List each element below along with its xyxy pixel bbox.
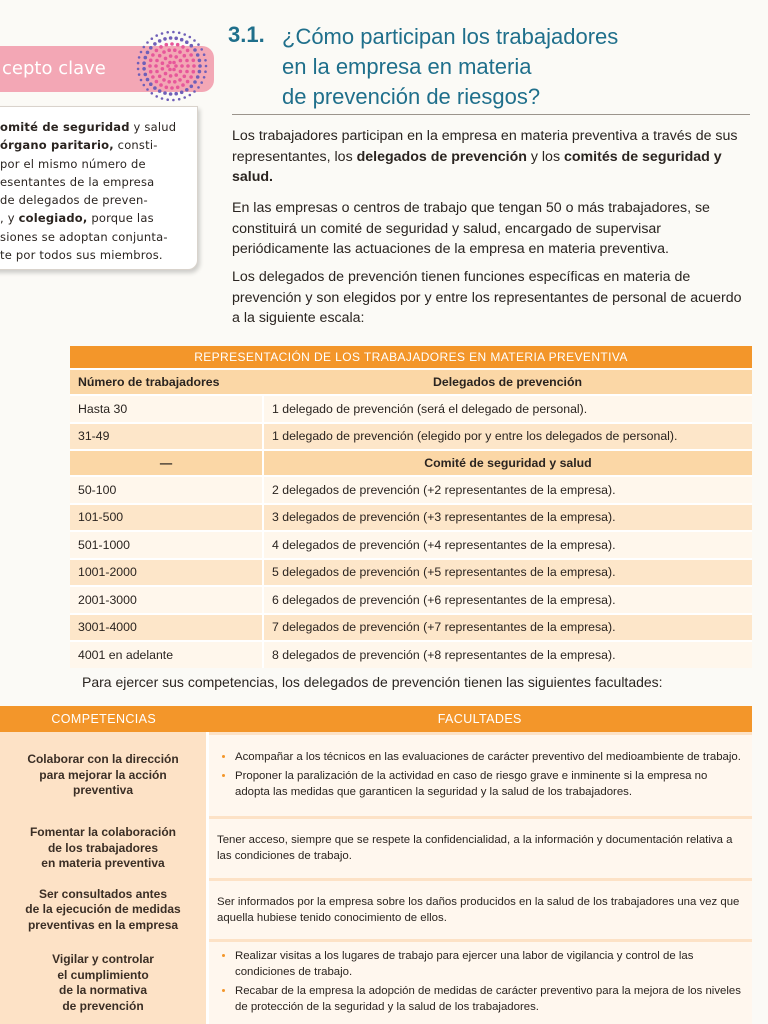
dot	[180, 91, 184, 95]
dot	[161, 61, 165, 65]
dot	[169, 36, 173, 40]
table-row: 31-49 1 delegado de prevención (elegido por y entre los delegados de personal).	[70, 423, 752, 451]
table-divider: — Comité de seguridad y salud	[70, 450, 752, 476]
concept-line: , y colegiado, porque las	[0, 211, 154, 226]
paragraph-2: En las empresas o centros de trabajo que tengan 50 o más trabajadores, se constituirá un comité de seguridad y salud, encargado de supervisar periódicamente las actuaciones de la empresa en materia preventiva.	[232, 200, 710, 257]
dot	[148, 64, 152, 68]
dot	[189, 36, 192, 39]
dot	[161, 32, 164, 35]
dot	[197, 86, 200, 89]
dot	[178, 32, 181, 35]
dot	[183, 33, 186, 36]
dot	[172, 68, 176, 72]
dot	[140, 79, 143, 82]
dot	[144, 56, 148, 60]
faculty-item: • Realizar visitas a los lugares de trabajo para ejercer una labor de vigilancia y control de las condiciones de trabajo.	[235, 948, 742, 980]
dot	[198, 59, 202, 63]
table-row: Hasta 30 1 delegado de prevención (será el delegado de personal).	[70, 395, 752, 423]
dot	[178, 78, 182, 82]
dot	[151, 75, 155, 79]
dot	[170, 42, 174, 46]
dot	[159, 45, 163, 49]
dot	[155, 70, 159, 74]
dot	[205, 65, 208, 68]
dot	[190, 85, 194, 89]
dot	[169, 92, 173, 96]
concept-definition	[0, 118, 190, 264]
dot	[174, 92, 178, 96]
dot	[172, 99, 175, 102]
faculty-cell: Ser informados por la empresa sobre los daños producidos en la salud de los trabajadores una vez que aquella hubiese tenido conocimiento de ellos.	[208, 879, 753, 941]
representation-table	[70, 346, 752, 668]
dot	[142, 61, 146, 65]
dot	[204, 70, 207, 73]
dot	[185, 40, 189, 44]
dot	[179, 59, 183, 63]
dot	[176, 43, 180, 47]
title-rule	[232, 114, 750, 115]
dot	[180, 64, 184, 68]
dot	[146, 51, 150, 55]
dot	[174, 37, 178, 41]
dot	[146, 41, 149, 44]
dot	[200, 48, 203, 51]
dot	[168, 61, 172, 65]
concept-line: órgano paritario, consti-	[0, 138, 158, 153]
dot	[185, 70, 189, 74]
faculty-cell	[208, 734, 753, 818]
dot	[154, 64, 158, 68]
dot	[193, 39, 196, 42]
faculties-table	[0, 706, 752, 1024]
concept-line: por el mismo número de	[0, 156, 146, 171]
dot	[151, 53, 155, 57]
dot	[190, 44, 194, 48]
dot	[198, 64, 202, 68]
dot	[172, 61, 176, 65]
dot	[153, 42, 157, 46]
dot	[193, 80, 197, 84]
dot	[197, 43, 200, 46]
dot	[176, 86, 180, 90]
dot	[151, 37, 154, 40]
faculty-cell: Tener acceso, siempre que se respete la confidencialidad, a la información y documentación relativa a las condiciones de trabajo.	[208, 818, 753, 880]
dot	[203, 76, 206, 79]
table-row	[0, 941, 752, 1024]
dot	[168, 68, 172, 72]
dot	[149, 82, 153, 86]
concept-tab-label: cepto clave	[2, 58, 106, 79]
dot	[140, 51, 143, 54]
dot	[161, 97, 164, 100]
dot	[165, 86, 169, 90]
dot	[166, 64, 170, 68]
dot	[200, 81, 203, 84]
faculty-cell	[208, 941, 753, 1024]
dot	[166, 98, 169, 101]
dot	[137, 62, 140, 65]
dot	[173, 80, 177, 84]
dot	[163, 37, 167, 41]
dot	[186, 64, 190, 68]
dot	[198, 70, 202, 74]
dot	[158, 39, 162, 43]
dot	[137, 68, 140, 71]
table-title: REPRESENTACIÓN DE LOS TRABAJADORES EN MATERIA PREVENTIVA	[70, 346, 752, 369]
dot	[146, 88, 149, 91]
dots-icon	[130, 24, 214, 108]
dot	[185, 88, 189, 92]
dot	[158, 75, 162, 79]
column-header: Delegados de prevención	[263, 369, 752, 395]
dot	[192, 70, 196, 74]
dot	[183, 54, 187, 58]
dot	[174, 73, 178, 77]
competence-cell: Fomentar la colaboración de los trabajadores en materia preventiva	[0, 818, 208, 880]
dot	[149, 46, 153, 50]
column-header: COMPETENCIAS	[0, 706, 208, 734]
dot	[162, 78, 166, 82]
dot	[186, 49, 190, 53]
concept-line: esentantes de la empresa	[0, 174, 155, 189]
dot	[178, 50, 182, 54]
dot	[163, 91, 167, 95]
concept-line: te por todos sus miembros.	[0, 248, 163, 263]
section-number: 3.1.	[228, 22, 265, 47]
dot	[189, 75, 193, 79]
dot	[180, 38, 184, 42]
dot	[196, 53, 200, 57]
dot	[158, 54, 162, 58]
concept-line: de delegados de preven-	[0, 193, 148, 208]
dot	[166, 31, 169, 34]
dot	[165, 43, 169, 47]
table-row: 101-500 3 delegados de prevención (+3 representantes de la empresa).	[70, 504, 752, 532]
dot	[193, 48, 197, 52]
competence-cell: Colaborar con la dirección para mejorar la acción preventiva	[0, 734, 208, 818]
dot	[167, 48, 171, 52]
table-row	[0, 879, 752, 941]
table-row: 50-100 2 delegados de prevención (+2 representantes de la empresa).	[70, 476, 752, 504]
dot	[142, 67, 146, 71]
competence-cell: Ser consultados antes de la ejecución de medidas preventivas en la empresa	[0, 879, 208, 941]
faculty-item: • Recabar de la empresa la adopción de medidas de carácter preventivo para la mejora de los niveles de protección de la seguridad y la salud de los trabajadores.	[235, 983, 742, 1015]
dot	[174, 64, 178, 68]
dot	[155, 80, 159, 84]
dot	[143, 84, 146, 87]
concept-line: omité de seguridad y salud	[0, 120, 177, 134]
dot	[167, 80, 171, 84]
dot	[196, 75, 200, 79]
section-title	[282, 22, 742, 112]
dot	[151, 92, 154, 95]
title-line: en la empresa en materia	[282, 54, 532, 79]
table-row	[0, 818, 752, 880]
competence-cell: Vigilar y controlar el cumplimiento de la normativa de prevención	[0, 941, 208, 1024]
dot	[143, 46, 146, 49]
dot	[153, 86, 157, 90]
dot	[158, 89, 162, 93]
dot	[164, 57, 168, 61]
table-row: 501-1000 4 delegados de prevención (+4 representantes de la empresa).	[70, 531, 752, 559]
dot	[169, 74, 173, 78]
dot	[174, 55, 178, 59]
dot	[203, 53, 206, 56]
title-line: ¿Cómo participan los trabajadores	[282, 24, 619, 49]
dot	[172, 31, 175, 34]
dot	[138, 73, 141, 76]
dot	[189, 53, 193, 57]
dot	[149, 70, 153, 74]
dot	[144, 73, 148, 77]
column-header: Número de trabajadores	[70, 369, 263, 395]
dot	[138, 56, 141, 59]
table-row	[0, 734, 752, 818]
dot	[178, 98, 181, 101]
table-row: 3001-4000 7 delegados de prevención (+7 representantes de la empresa).	[70, 614, 752, 642]
dot	[181, 45, 185, 49]
dot	[192, 64, 196, 68]
concept-line: siones se adoptan conjunta-	[0, 229, 168, 244]
paragraph-3: Los delegados de prevención tienen funciones específicas en materia de prevención y son elegidos por y entre los representantes de personal de acuerdo a la siguiente escala:	[232, 269, 742, 326]
table2-caption: Para ejercer sus competencias, los delegados de prevención tienen las siguientes facultades:	[82, 674, 663, 690]
dot	[193, 90, 196, 93]
dot	[155, 95, 158, 98]
dot	[162, 50, 166, 54]
dot	[149, 59, 153, 63]
dot	[164, 72, 168, 76]
dot	[179, 70, 183, 74]
dot	[186, 80, 190, 84]
dot	[161, 67, 165, 71]
dot	[173, 48, 177, 52]
dot	[159, 83, 163, 87]
dot	[169, 54, 173, 58]
dot	[155, 34, 158, 37]
dot	[204, 59, 207, 62]
dot	[170, 86, 174, 90]
faculty-item: • Acompañar a los técnicos en las evaluaciones de carácter preventivo del medioambiente de trabajo.	[235, 749, 742, 765]
dot	[155, 59, 159, 63]
dot	[155, 49, 159, 53]
dot	[185, 59, 189, 63]
faculty-item: • Proponer la paralización de la actividad en caso de riesgo grave e inminente si la empresa no adopta las medidas que garanticen la seguridad y la salud de los trabajadores.	[235, 768, 742, 800]
dot	[189, 94, 192, 97]
dot	[146, 78, 150, 82]
table-row: 2001-3000 6 delegados de prevención (+6 representantes de la empresa).	[70, 586, 752, 614]
column-header: FACULTADES	[208, 706, 753, 734]
paragraph-1: Los trabajadores participan en la empresa en materia preventiva a través de sus representantes, los delegados de prevención y los comités de seguridad y salud.	[232, 128, 738, 185]
dot	[192, 59, 196, 63]
dot	[183, 96, 186, 99]
table-row: 1001-2000 5 delegados de prevención (+5 representantes de la empresa).	[70, 559, 752, 587]
dot	[181, 83, 185, 87]
table-row: 4001 en adelante 8 delegados de prevención (+8 representantes de la empresa).	[70, 641, 752, 668]
title-line: de prevención de riesgos?	[282, 84, 541, 109]
dot	[183, 75, 187, 79]
